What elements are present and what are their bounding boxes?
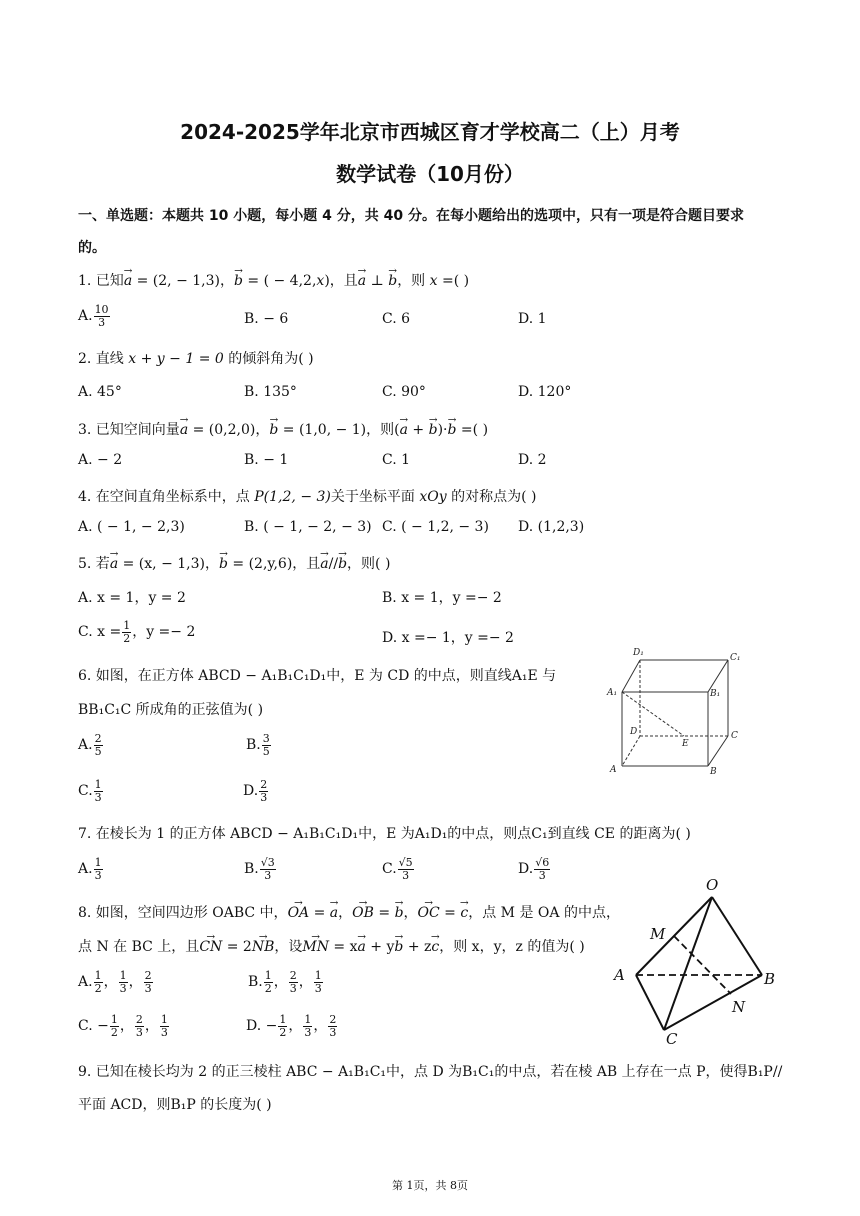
q5-option-a: A. x = 1，y = 2	[78, 590, 186, 606]
label-o: O	[706, 876, 719, 894]
q2-option-a: A. 45°	[78, 384, 122, 400]
question-6-line1: 6. 如图，在正方体 ABCD − A₁B₁C₁D₁中，E 为 CD 的中点，则直线A₁E 与	[78, 668, 557, 684]
label-a: A	[614, 966, 625, 984]
label-a1: A₁	[607, 688, 618, 698]
label-n: N	[732, 998, 746, 1016]
q3-option-c: C. 1	[382, 452, 411, 468]
label-c: C	[666, 1030, 678, 1048]
label-c1: C₁	[730, 653, 741, 663]
q8-option-a: A. $\frac{1}{2}$ ， $\frac{1}{3}$ ， $\frac{2}{3}$	[78, 969, 152, 995]
cube-figure	[600, 640, 750, 780]
q2-option-d: D. 120°	[518, 384, 572, 400]
label-a: A	[610, 765, 617, 775]
q2-option-c: C. 90°	[382, 384, 426, 400]
question-8-line1: 8. 如图，空间四边形 OABC 中，→ OA = → a，→ OB = → b，→ OC = → c，点 M 是 OA 的中点，	[78, 902, 620, 922]
q6-option-c: C. $\frac{1}{3}$	[78, 778, 102, 804]
q3-option-b: B. − 1	[244, 452, 289, 468]
title-line2: 数学试卷（10月份）	[336, 162, 524, 186]
section-heading-cont: 的。	[78, 240, 106, 256]
q6-option-a: A. $\frac{2}{5}$	[78, 732, 102, 758]
q1-option-a: A. $\frac{10}{3}$	[78, 303, 109, 329]
q7-option-c: C. $\frac{√5}{3}$	[382, 856, 413, 882]
q8-option-d: D. − $\frac{1}{2}$ ， $\frac{1}{3}$ ， $\frac{2}{3}$	[246, 1013, 337, 1039]
q7-option-d: D. $\frac{√6}{3}$	[518, 856, 550, 882]
q4-option-a: A. ( − 1, − 2,3)	[78, 519, 185, 535]
q6-option-d: D. $\frac{2}{3}$	[243, 778, 268, 804]
q2-option-b: B. 135°	[244, 384, 297, 400]
label-m: M	[650, 925, 666, 943]
q7-option-b: B. $\frac{√3}{3}$	[244, 856, 275, 882]
question-9-line1: 9. 已知在棱长均为 2 的正三棱柱 ABC − A₁B₁C₁中，点 D 为B₁C₁的中点，若在棱 AB 上存在一点 P，使得B₁P//	[78, 1064, 783, 1080]
q6-option-b: B. $\frac{3}{5}$	[246, 732, 270, 758]
label-b: B	[710, 767, 717, 777]
q3-option-a: A. − 2	[78, 452, 123, 468]
q3-option-d: D. 2	[518, 452, 547, 468]
label-b1: B₁	[710, 689, 721, 699]
q5-option-b: B. x = 1，y =− 2	[382, 590, 502, 606]
question-8-line2: 点 N 在 BC 上，且→ CN = 2→ NB，设→ MN = x→ a + y→ b + z→ c，则 x，y，z 的值为( )	[78, 936, 585, 956]
label-b: B	[764, 970, 776, 988]
question-9-line2: 平面 ACD，则B₁P 的长度为( )	[78, 1097, 272, 1113]
label-c: C	[731, 731, 738, 741]
q7-option-a: A. $\frac{1}{3}$	[78, 856, 102, 882]
q8-option-b: B. $\frac{1}{2}$ ， $\frac{2}{3}$ ， $\frac{1}{3}$	[248, 969, 322, 995]
question-1: 1. 已知→ a = (2, − 1,3)，→ b = ( − 4,2,x)，且→ a ⊥ → b，则 x =( )	[78, 270, 469, 290]
label-e: E	[682, 739, 689, 749]
q1-option-b: B. − 6	[244, 311, 289, 327]
q1-option-c: C. 6	[382, 311, 411, 327]
page-footer: 第 1页，共 8页	[392, 1179, 468, 1192]
q5-option-c: C. x = $\frac{1}{2}$ ，y =− 2	[78, 619, 196, 645]
section-heading: 一、单选题：本题共 10 小题，每小题 4 分，共 40 分。在每小题给出的选项中，只有一项是符合题目要求	[78, 208, 744, 224]
question-5: 5. 若→ a = (x, − 1,3)，→ b = (2,y,6)，且→ a//→ b，则( )	[78, 553, 390, 573]
q5-option-d: D. x =− 1，y =− 2	[382, 630, 514, 646]
question-7: 7. 在棱长为 1 的正方体 ABCD − A₁B₁C₁D₁中，E 为A₁D₁的中点，则点C₁到直线 CE 的距离为( )	[78, 826, 691, 842]
q4-option-d: D. (1,2,3)	[518, 519, 585, 535]
q1-option-d: D. 1	[518, 311, 547, 327]
question-4: 4. 在空间直角坐标系中，点 P(1,2, − 3)关于坐标平面 xOy 的对称点为( )	[78, 489, 537, 505]
label-d1: D₁	[633, 648, 644, 658]
tetrahedron-figure	[606, 872, 784, 1048]
question-6-line2: BB₁C₁C 所成角的正弦值为( )	[78, 702, 264, 718]
q4-option-c: C. ( − 1,2, − 3)	[382, 519, 489, 535]
title-line1: 2024-2025学年北京市西城区育才学校高二（上）月考	[180, 120, 680, 144]
q4-option-b: B. ( − 1, − 2, − 3)	[244, 519, 372, 535]
q8-option-c: C. − $\frac{1}{2}$ ， $\frac{2}{3}$ ， $\frac{1}{3}$	[78, 1013, 168, 1039]
question-3: 3. 已知空间向量→ a = (0,2,0)，→ b = (1,0, − 1)，则(→ a + → b)·→ b =( )	[78, 419, 488, 439]
question-2: 2. 直线 x + y − 1 = 0 的倾斜角为( )	[78, 351, 314, 367]
label-d: D	[630, 727, 638, 737]
